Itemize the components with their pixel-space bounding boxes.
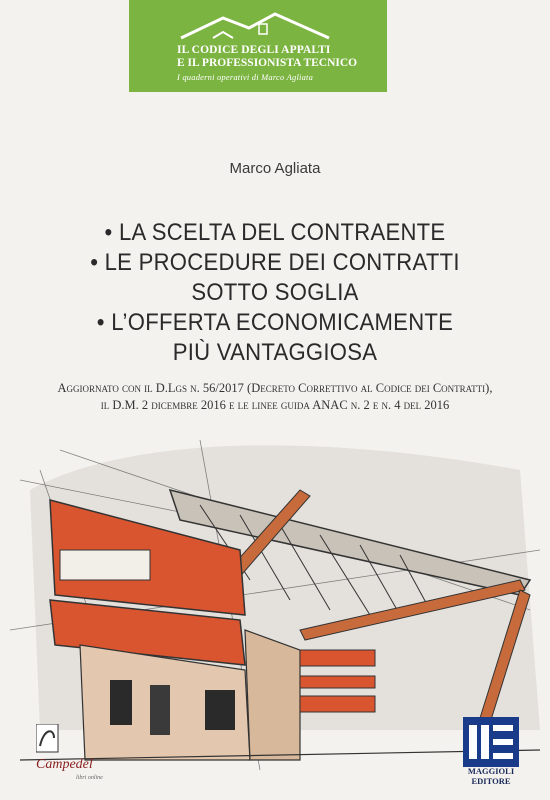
author-name: Marco Agliata	[229, 160, 321, 177]
publisher-name	[458, 766, 524, 786]
bookseller-tagline: libri online	[76, 775, 103, 781]
publisher-logo-icon	[463, 712, 519, 772]
publisher-name-line2: EDITORE	[471, 776, 511, 786]
title-line: • LA SCELTA DEL CONTRAENTE	[104, 219, 446, 246]
series-title-line2: E IL PROFESSIONISTA TECNICO	[177, 57, 358, 69]
publisher-name-line1: MAGGIOLI	[467, 766, 515, 776]
book-title	[20, 218, 530, 368]
title-line: SOTTO SOGLIA	[191, 279, 359, 306]
series-banner	[129, 0, 387, 92]
title-line: • L’OFFERTA ECONOMICAMENTE	[96, 309, 454, 336]
series-subtitle: I quaderni operativi di Marco Agliata	[177, 72, 314, 82]
title-line: • LE PROCEDURE DEI CONTRATTI	[90, 249, 460, 276]
edition-note	[30, 380, 520, 414]
bookseller-logo-icon	[36, 724, 96, 754]
title-line: PIÙ VANTAGGIOSA	[172, 339, 378, 366]
bookseller-name: Campedel	[36, 757, 93, 772]
edition-note-line2: il D.M. 2 dicembre 2016 e le linee guida ANAC n. 2 e n. 4 del 2016	[100, 398, 450, 412]
edition-note-line1: Aggiornato con il D.Lgs n. 56/2017 (Decreto Correttivo al Codice dei Contratti),	[57, 381, 493, 395]
series-title-line1: IL CODICE DEGLI APPALTI	[177, 44, 331, 56]
